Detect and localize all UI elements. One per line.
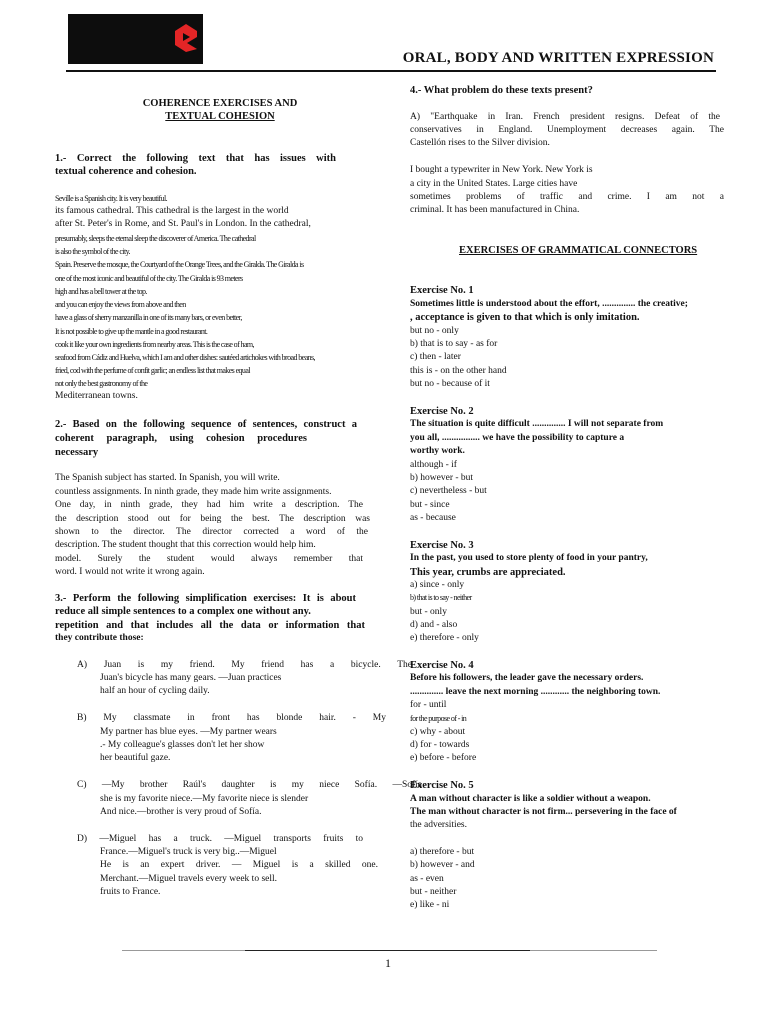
ex1-text-line: its famous cathedral. This cathedral is the largest in the world <box>55 206 289 216</box>
exercise-option: but no - because of it <box>410 379 490 389</box>
exercise-option: e) before - before <box>410 753 477 763</box>
logo-mark-icon <box>172 23 198 53</box>
ex1-text-line: after St. Peter's in Rome, and St. Paul's in London. In the cathedral, <box>55 219 311 229</box>
ex2-text-line: model. Surely the student would always remember that <box>55 554 363 564</box>
section-heading-line1: COHERENCE EXERCISES AND <box>142 98 298 109</box>
item-b-line: My partner has blue eyes. —My partner wears <box>100 727 277 737</box>
logo <box>68 14 203 64</box>
ex2-text-line: The Spanish subject has started. In Spanish, you will write. <box>55 473 280 483</box>
exercise-option: this is - on the other hand <box>410 366 507 376</box>
item-d-line: He is an expert driver. — Miguel is a skilled one. <box>100 860 378 870</box>
connectors-heading: EXERCISES OF GRAMMATICAL CONNECTORS <box>459 245 698 256</box>
page-number: 1 <box>385 956 391 970</box>
exercise-option: d) for - towards <box>410 740 470 750</box>
item-c-line: And nice.—brother is very proud of Sofía. <box>100 807 262 817</box>
exercise-option: but - since <box>410 500 450 510</box>
section-heading-line2: TEXTUAL COHESION <box>165 111 275 122</box>
ex1-title: 1.- Correct the following text that has issues with <box>55 153 336 164</box>
item-a-line: half an hour of cycling daily. <box>100 686 210 696</box>
q4-b-line: a city in the United States. Large cities have <box>410 179 578 189</box>
ex1-title: textual coherence and cohesion. <box>55 166 197 177</box>
exercise-title: Exercise No. 2 <box>410 406 474 417</box>
ex2-text-line: word. I would not write it wrong again. <box>55 567 205 577</box>
exercise-option: as - even <box>410 874 444 884</box>
document-title: ORAL, BODY AND WRITTEN EXPRESSION <box>402 50 714 66</box>
exercise-option: but no - only <box>410 326 459 336</box>
exercise-prompt: worthy work. <box>410 446 465 456</box>
exercise-prompt: .............. leave the next morning ............ the neighboring town. <box>410 687 661 697</box>
item-b-line: B) My classmate in front has blonde hair. - My <box>77 713 386 723</box>
ex1-text-line: Seville is a Spanish city. It is very beautiful. <box>55 194 167 203</box>
ex3-title: reduce all simple sentences to a complex one without any. <box>55 606 311 617</box>
ex1-text-line: It is not possible to give up the mantle in a good restaurant. <box>55 327 208 336</box>
exercise-option: c) then - later <box>410 352 461 362</box>
item-d-line: Merchant.—Miguel travels every week to sell. <box>100 874 278 884</box>
exercise-prompt: you all, ................ we have the possibility to capture a <box>410 433 625 443</box>
exercise-option: e) like - ni <box>410 900 450 910</box>
q4-b-line: criminal. It has been manufactured in China. <box>410 205 580 215</box>
ex1-text-line: high and has a bell tower at the top. <box>55 287 147 296</box>
ex1-text-line: seafood from Cádiz and Huelva, which I am and other dishes: sautéed artichokes with broad beans, <box>55 353 315 362</box>
ex2-title: coherent paragraph, using cohesion procedures <box>55 433 307 444</box>
ex2-text-line: shown to the director. The director corrected a word of the <box>55 527 368 537</box>
ex1-text-line: cook it like your own ingredients from nearby areas. This is the case of ham, <box>55 340 254 349</box>
ex1-text-line: have a glass of sherry manzanilla in one of its many bars, or even better, <box>55 313 242 322</box>
exercise-prompt: Sometimes little is understood about the effort, .............. the creative; <box>410 299 688 309</box>
exercise-title: Exercise No. 1 <box>410 285 474 296</box>
exercise-option: but - only <box>410 607 447 617</box>
exercise-option: as - because <box>410 513 456 523</box>
ex2-text-line: countless assignments. In ninth grade, they made him write assignments. <box>55 487 332 497</box>
exercise-prompt: , acceptance is given to that which is only imitation. <box>410 312 640 323</box>
q4-a-line: conservatives in England. Unemployment decreases again. The <box>410 125 724 135</box>
exercise-prompt: the adversities. <box>410 820 467 830</box>
ex2-title: 2.- Based on the following sequence of sentences, construct a <box>55 419 357 430</box>
exercise-title: Exercise No. 5 <box>410 780 474 791</box>
exercise-option: a) therefore - but <box>410 847 475 857</box>
ex3-title: they contribute those: <box>55 633 144 643</box>
exercise-option: although - if <box>410 460 457 470</box>
ex1-text-line: and you can enjoy the views from above and then <box>55 300 186 309</box>
exercise-title: Exercise No. 3 <box>410 540 474 551</box>
ex2-text-line: One day, in ninth grade, they had him write a description. The <box>55 500 363 510</box>
exercise-option: e) therefore - only <box>410 633 479 643</box>
q4-b-line: sometimes problems of traffic and crime. I am not a <box>410 192 724 202</box>
exercise-option: c) why - about <box>410 727 466 737</box>
ex1-text-line: fried, cod with the perfume of confit garlic; an endless list that makes equal <box>55 366 250 375</box>
exercise-option: but - neither <box>410 887 457 897</box>
exercise-prompt: Before his followers, the leader gave the necessary orders. <box>410 673 644 683</box>
q4-title: 4.- What problem do these texts present? <box>410 85 593 96</box>
exercise-option: b) that is to say - as for <box>410 339 498 349</box>
ex1-text-line: Mediterranean towns. <box>55 391 138 401</box>
exercise-option: a) since - only <box>410 580 465 590</box>
ex3-title: 3.- Perform the following simplification exercises: It is about <box>55 593 356 604</box>
exercise-option: b) however - and <box>410 860 475 870</box>
exercise-title: Exercise No. 4 <box>410 660 474 671</box>
ex1-text-line: presumably, sleeps the eternal sleep the discoverer of America. The cathedral <box>55 234 256 243</box>
ex1-text-line: not only the best gastronomy of the <box>55 379 148 388</box>
item-b-line: .- My colleague's glasses don't let her show <box>100 740 265 750</box>
exercise-option: for - until <box>410 700 447 710</box>
exercise-prompt: The man without character is not firm... persevering in the face of <box>410 807 677 817</box>
ex2-text-line: description. The student thought that this correction would help him. <box>55 540 316 550</box>
exercise-option: c) nevertheless - but <box>410 486 487 496</box>
exercise-prompt: The situation is quite difficult .............. I will not separate from <box>410 419 664 429</box>
exercise-option: d) and - also <box>410 620 458 630</box>
header-rule <box>66 70 716 72</box>
item-a-line: Juan's bicycle has many gears. —Juan practices <box>100 673 282 683</box>
exercise-prompt: In the past, you used to store plenty of food in your pantry, <box>410 553 648 563</box>
footer-rule <box>245 950 530 951</box>
exercise-option: b) however - but <box>410 473 474 483</box>
ex1-text-line: one of the most iconic and beautiful of the city. The Giralda is 93 meters <box>55 274 243 283</box>
item-d-line: D) —Miguel has a truck. —Miguel transports fruits to <box>77 834 363 844</box>
item-d-line: France.—Miguel's truck is very big..—Miguel <box>100 847 277 857</box>
item-a-line: A) Juan is my friend. My friend has a bicycle. The <box>77 660 412 670</box>
ex2-title: necessary <box>55 447 99 458</box>
ex3-title: repetition and that includes all the data or information that <box>55 620 365 631</box>
q4-b-line: I bought a typewriter in New York. New York is <box>410 165 593 175</box>
exercise-option: b) that is to say - neither <box>410 593 472 602</box>
exercise-prompt: This year, crumbs are appreciated. <box>410 567 566 578</box>
ex1-text-line: is also the symbol of the city. <box>55 247 130 256</box>
q4-a-line: Castellón rises to the Silver division. <box>410 138 550 148</box>
exercise-prompt: A man without character is like a soldier without a weapon. <box>410 794 651 804</box>
exercise-option: for the purpose of - in <box>410 714 467 723</box>
item-c-line: C) —My brother Raúl's daughter is my niece Sofía. —Sofía <box>77 780 422 790</box>
item-c-line: she is my favorite niece.—My favorite niece is slender <box>100 794 309 804</box>
ex2-text-line: the description stood out for being the best. The description was <box>55 514 370 524</box>
ex1-text-line: Spain. Preserve the mosque, the Courtyard of the Orange Trees, and the Giralda. The Giralda is <box>55 260 304 269</box>
item-b-line: her beautiful gaze. <box>100 753 171 763</box>
q4-a-line: A) "Earthquake in Iran. French president resigns. Defeat of the <box>410 112 720 122</box>
item-d-line: fruits to France. <box>100 887 161 897</box>
